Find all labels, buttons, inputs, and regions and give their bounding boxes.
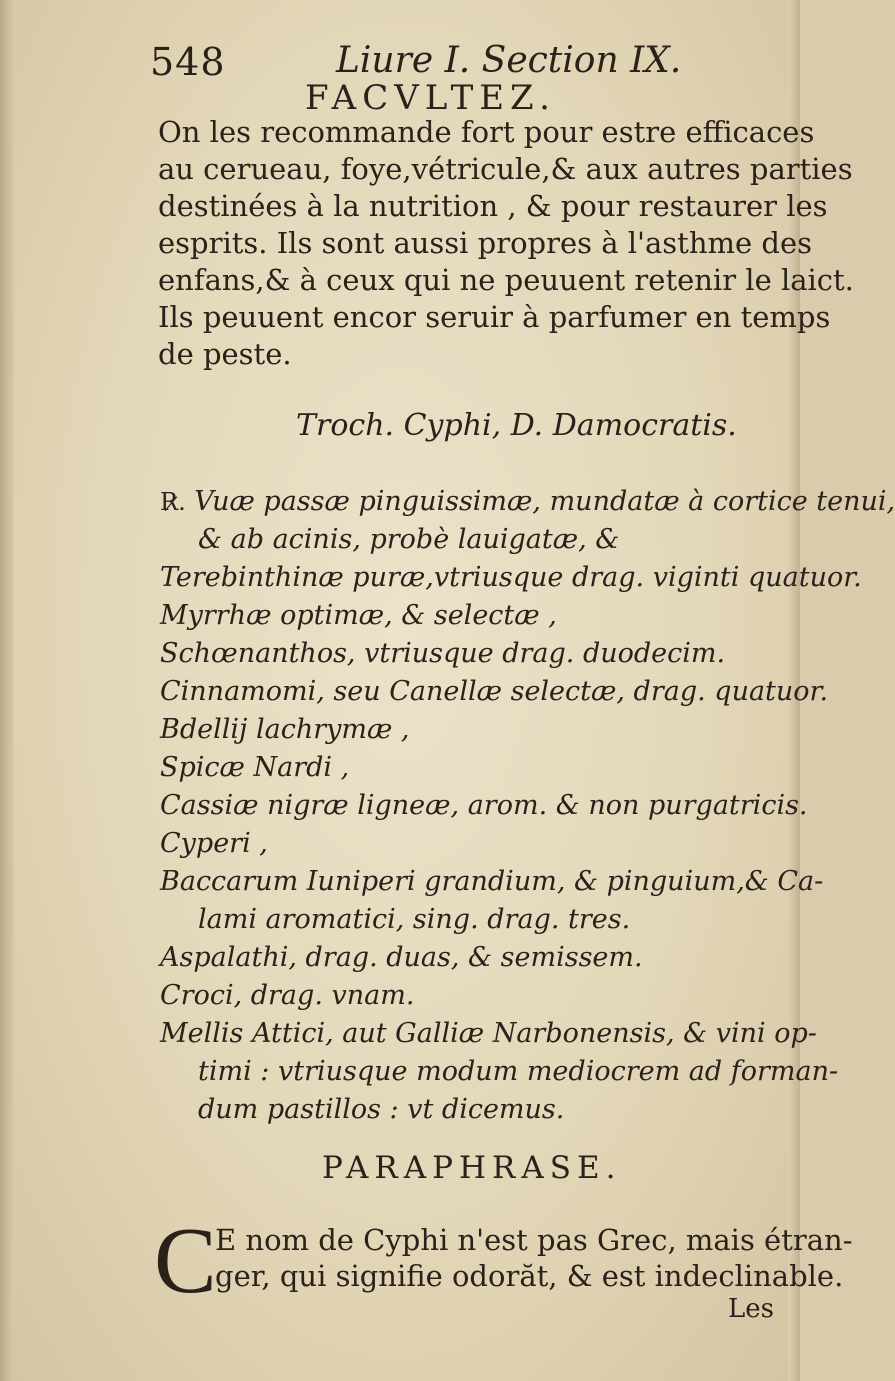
paragraph-line: destinées à la nutrition , & pour restaurer les: [158, 189, 828, 223]
paragraph-line: On les recommande fort pour estre efficaces: [158, 115, 815, 149]
recipe-line: Spicæ Nardi ,: [160, 752, 350, 783]
recipe-symbol: R̷.: [160, 488, 186, 516]
section-title: FACVLTEZ.: [305, 78, 556, 118]
recipe-line: Mellis Attici, aut Galliæ Narbonensis, & vini op-: [160, 1018, 817, 1049]
recipe-line: & ab acinis, probè lauigatæ, &: [198, 524, 620, 555]
paragraph-line: enfans,& à ceux qui ne peuuent retenir le laict.: [158, 263, 854, 297]
paraphrase-line: ger, qui signifie odorăt, & est indeclinable.: [215, 1259, 844, 1293]
recipe-line: lami aromatici, sing. drag. tres.: [198, 904, 631, 935]
recipe-line: Cinnamomi, seu Canellæ selectæ, drag. quatuor.: [160, 676, 829, 707]
paragraph-line: esprits. Ils sont aussi propres à l'asthme des: [158, 226, 812, 260]
paraphrase-title: PARAPHRASE.: [322, 1150, 622, 1186]
recipe-line: Myrrhæ optimæ, & selectæ ,: [160, 600, 557, 631]
recipe-line: Bdellij lachrymæ ,: [160, 714, 410, 745]
recipe-line: Croci, drag. vnam.: [160, 980, 415, 1011]
paragraph-line: au cerueau, foye,vétricule,& aux autres parties: [158, 152, 853, 186]
page-gutter-shadow: [0, 0, 14, 1381]
catchword: Les: [728, 1294, 774, 1324]
recipe-line: Schœnanthos, vtriusque drag. duodecim.: [160, 638, 726, 669]
recipe-line: Cassiæ nigræ ligneæ, arom. & non purgatricis.: [160, 790, 808, 821]
paragraph-line: de peste.: [158, 337, 292, 371]
page-number: 548: [150, 40, 226, 84]
paraphrase-line: E nom de Cyphi n'est pas Grec, mais étran-: [215, 1223, 853, 1257]
running-title: Liure I. Section IX.: [336, 40, 682, 81]
recipe-line: Vuæ passæ pinguissimæ, mundatæ à cortice tenui,: [194, 486, 895, 517]
recipe-line: timi : vtriusque modum mediocrem ad forman-: [198, 1056, 839, 1087]
recipe-line: Cyperi ,: [160, 828, 268, 859]
recipe-heading: Troch. Cyphi, D. Damocratis.: [296, 408, 737, 443]
recipe-line: Baccarum Iuniperi grandium, & pinguium,& Ca-: [160, 866, 824, 897]
recipe-line: Terebinthinæ puræ,vtriusque drag. viginti quatuor.: [160, 562, 862, 593]
recipe-line: Aspalathi, drag. duas, & semissem.: [160, 942, 643, 973]
paragraph-line: Ils peuuent encor seruir à parfumer en temps: [158, 300, 831, 334]
recipe-line-first: [160, 483, 895, 521]
drop-cap: C: [154, 1209, 217, 1313]
recipe-line: dum pastillos : vt dicemus.: [198, 1094, 565, 1125]
